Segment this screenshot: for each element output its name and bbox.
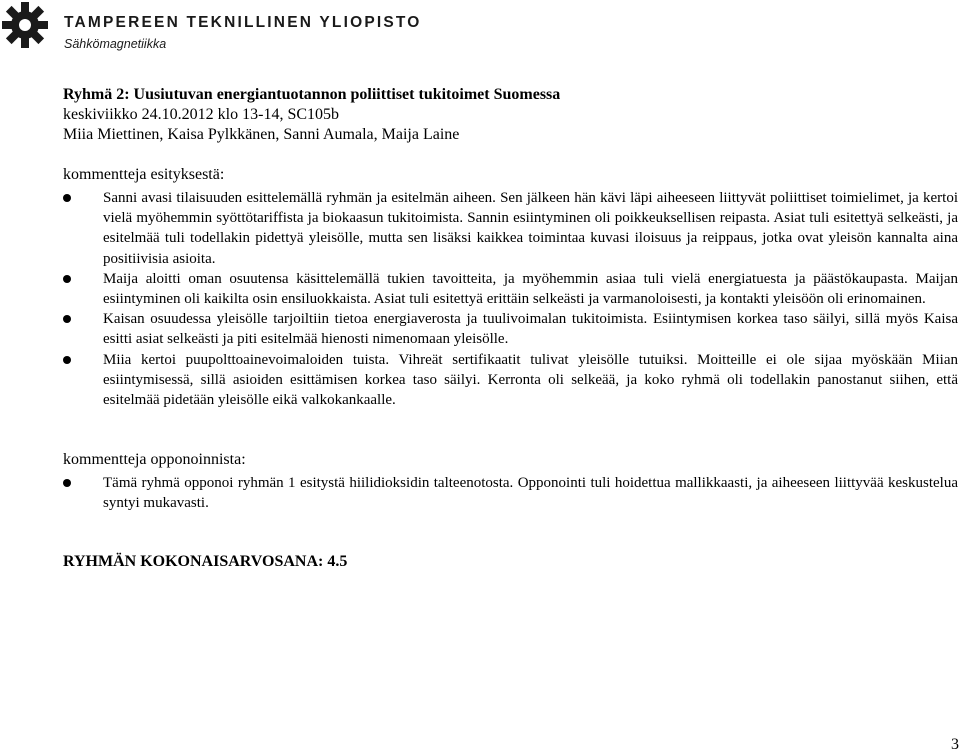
comment-text: Tämä ryhmä opponoi ryhmän 1 esitystä hiilidioksidin talteenotosta. Opponointi tuli hoidettua mallikkaasti, ja aiheeseen liittyvää keskustelua syntyi mukavasti. xyxy=(103,475,958,512)
bullet-icon xyxy=(63,356,71,364)
comment-text: Miia kertoi puupolttoainevoimaloiden tuista. Vihreät sertifikaatit tulivat yleisölle tutuiksi. Moitteille ei ole sijaa myöskään Miian esiintymisessä, sillä asioiden esittämisen korkea taso säilyi. Kerronta oli selkeää, ja koko ryhmä oli todellakin panostanut siihen, että esitelmää pidetään yleisölle eikä valkokankaalle. xyxy=(103,351,958,409)
presentation-comments-list xyxy=(63,188,958,410)
bullet-icon xyxy=(63,194,71,202)
opposition-comments-list xyxy=(63,473,958,513)
comment-text: Kaisan osuudessa yleisölle tarjoiltiin tietoa energiaverosta ja tuulivoimalan tukitoimista. Esiintymisen korkea taso säilyi, sillä myös Kaisa esitti asiat selkeästi ja piti esitelmää hienosti nimenomaan yleisölle. xyxy=(103,311,958,348)
gear-icon xyxy=(2,2,48,48)
comment-text: Maija aloitti oman osuutensa käsittelemällä tukien tavoitteita, ja myöhemmin asiaa tuli vielä energiatuesta ja päästökaupasta. Maijan esiintyminen oli kaikilta osin ensiluokkaista. Asiat tuli esitettyä erittäin selkeästi ja varmanoloisesti, ja kontakti yleisöön oli erinomainen. xyxy=(103,270,958,308)
date-line: keskiviikko 24.10.2012 klo 13-14, SC105b xyxy=(63,106,340,123)
comment-text: Sanni avasi tilaisuuden esittelemällä ryhmän ja esitelmän aiheen. Sen jälkeen hän kävi läpi aiheeseen liittyvät poliittiset toimielimet, ja kertoi vielä myöhemmin syöttötariffista ja biokaasun tukitoimista. Sannin esiintyminen oli poikkeuksellisen reipasta. Asiat tuli esitettyä selkeästi, ja esitelmää tuli todellakin pidettyä yleisölle, mutta sen lisäksi kaikkea toimintaa kuvasi iloisuus ja reippaus, jotka ovat yleisön kannalta aina positiivisia asioita. xyxy=(103,190,958,267)
page-header xyxy=(0,0,959,60)
authors-line: Miia Miettinen, Kaisa Pylkkänen, Sanni Aumala, Maija Laine xyxy=(63,126,460,143)
bullet-icon xyxy=(63,479,71,487)
university-name: TAMPEREEN TEKNILLINEN YLIOPISTO xyxy=(64,14,422,31)
list-item xyxy=(63,473,958,513)
department-name: Sähkömagnetiikka xyxy=(64,37,167,51)
overall-grade: RYHMÄN KOKONAISARVOSANA: 4.5 xyxy=(63,552,348,570)
list-item xyxy=(63,269,958,309)
bullet-icon xyxy=(63,315,71,323)
bullet-icon xyxy=(63,275,71,283)
page-number: 3 xyxy=(951,736,959,753)
list-item xyxy=(63,188,958,269)
list-item xyxy=(63,350,958,411)
presentation-heading: kommentteja esityksestä: xyxy=(63,166,225,183)
document-body xyxy=(63,85,958,572)
list-item xyxy=(63,309,958,349)
opposition-heading: kommentteja opponoinnista: xyxy=(63,451,246,469)
document-title: Ryhmä 2: Uusiutuvan energiantuotannon poliittiset tukitoimet Suomessa xyxy=(63,86,561,103)
